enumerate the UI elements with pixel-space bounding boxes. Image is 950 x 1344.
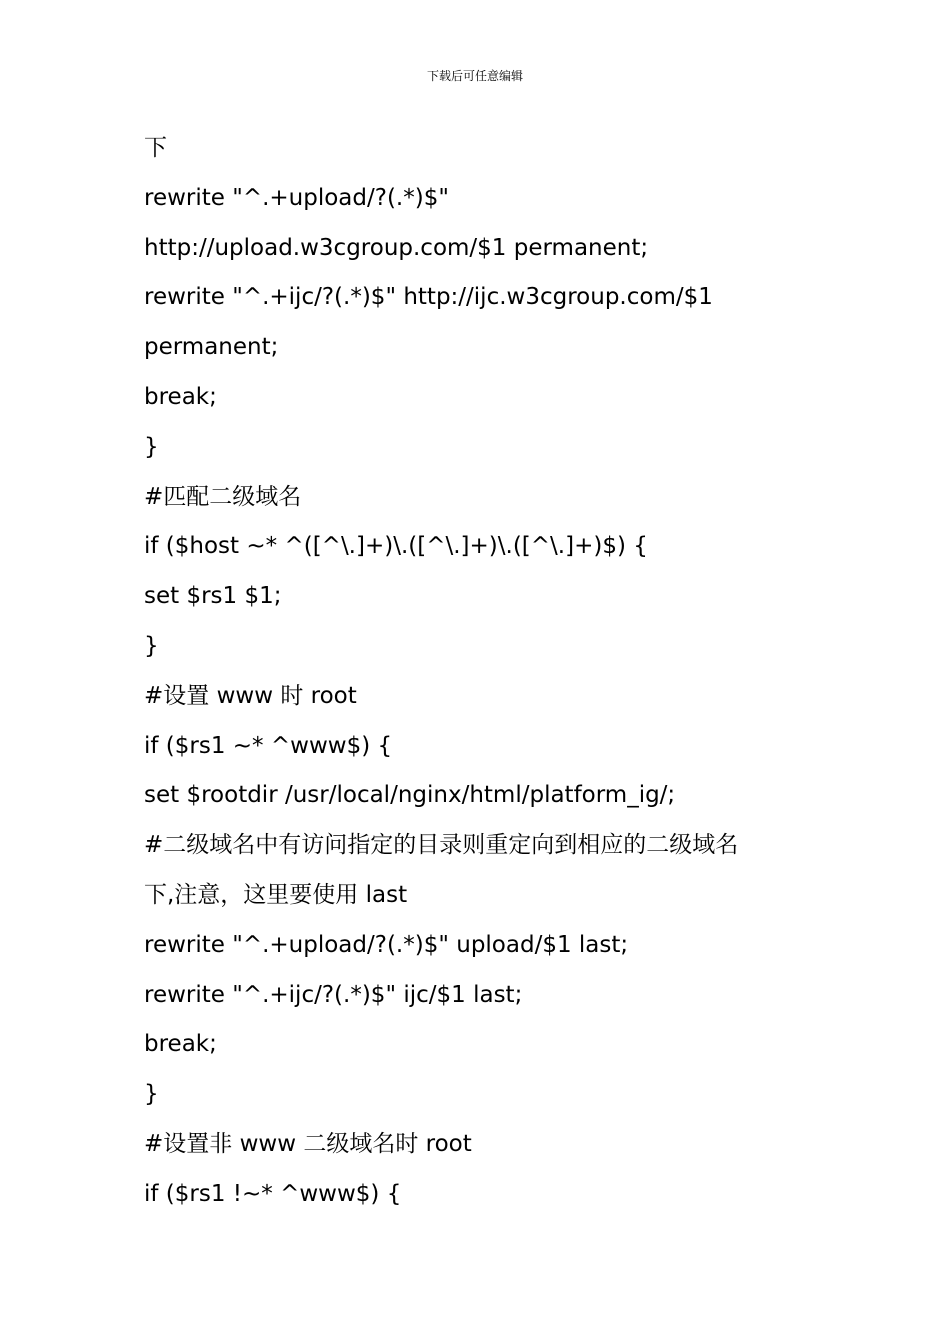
text-line: if ($rs1 ~* ^www$) { — [144, 732, 393, 759]
text-line: if ($host ~* ^([^\.]+)\.([^\.]+)\.([^\.]+)$) { — [144, 533, 648, 560]
text-line: break; — [144, 383, 217, 410]
text-line: break; — [144, 1031, 217, 1058]
text-line: rewrite "^.+upload/?(.*)$" — [144, 184, 449, 211]
document-body — [144, 124, 824, 1220]
text-line: permanent; — [144, 334, 279, 361]
text-line: if ($rs1 !~* ^www$) { — [144, 1180, 402, 1207]
text-line: } — [144, 632, 159, 659]
text-line: 下,注意，这里要使用 last — [144, 881, 408, 908]
text-line: rewrite "^.+ijc/?(.*)$" ijc/$1 last; — [144, 981, 523, 1008]
text-line: 下 — [144, 135, 167, 161]
text-line: } — [144, 1081, 159, 1108]
text-line: #匹配二级域名 — [144, 483, 302, 510]
text-line: } — [144, 433, 159, 460]
text-line: #设置非 www 二级域名时 root — [144, 1130, 472, 1157]
text-line: set $rootdir /usr/local/nginx/html/platform_ig/; — [144, 782, 676, 809]
text-line: #二级域名中有访问指定的目录则重定向到相应的二级域名 — [144, 832, 739, 859]
text-line: rewrite "^.+upload/?(.*)$" upload/$1 last; — [144, 931, 629, 958]
page-header: 下载后可任意编辑 — [426, 69, 523, 83]
text-line: #设置 www 时 root — [144, 682, 357, 709]
text-line: http://upload.w3cgroup.com/$1 permanent; — [144, 234, 649, 261]
text-line: set $rs1 $1; — [144, 583, 282, 610]
text-line: rewrite "^.+ijc/?(.*)$" http://ijc.w3cgroup.com/$1 — [144, 284, 713, 311]
